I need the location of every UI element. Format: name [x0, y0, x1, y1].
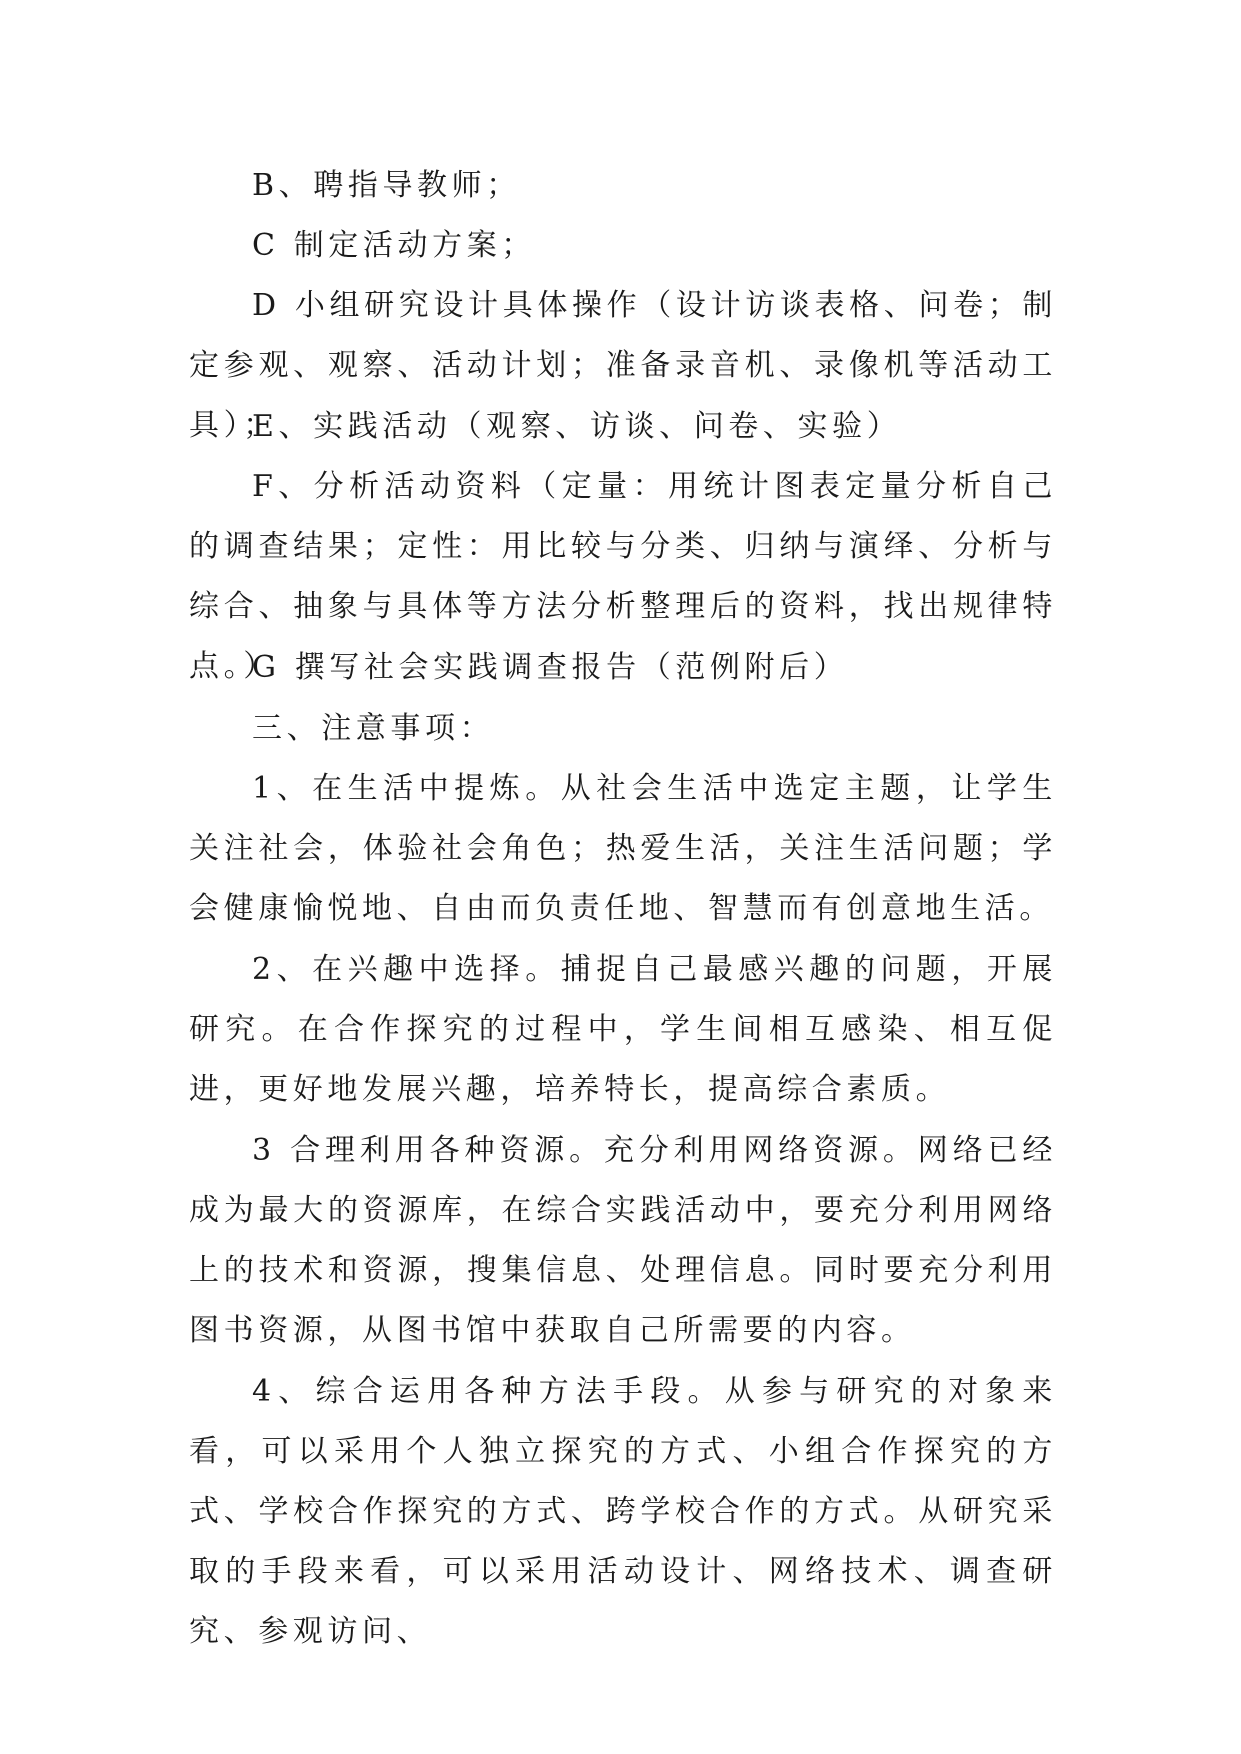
section-heading-notes: 三、注意事项：: [252, 711, 495, 746]
step-f-paragraph: F、分析活动资料（定量：用统计图表定量分析自己的调查结果；定性：用比较与分类、归纳与演绎、分析与综合、抽象与具体等方法分析整理后的资料，找出规律特点。）: [189, 469, 1057, 684]
note-2-paragraph: 2、在兴趣中选择。捕捉自己最感兴趣的问题，开展研究。在合作探究的过程中，学生间相互感染、相互促进，更好地发展兴趣，培养特长，提高综合素质。: [189, 952, 1057, 1107]
step-g-paragraph: G 撰写社会实践调查报告（范例附后）: [252, 650, 849, 685]
note-1-paragraph: 1、在生活中提炼。从社会生活中选定主题，让学生关注社会，体验社会角色；热爱生活，关注生活问题；学会健康愉悦地、自由而负责任地、智慧而有创意地生活。: [189, 771, 1057, 926]
step-c-paragraph: C 制定活动方案；: [252, 228, 536, 263]
step-d-paragraph: D 小组研究设计具体操作（设计访谈表格、问卷；制定参观、观察、活动计划；准备录音机、录像机等活动工具）；: [189, 288, 1057, 443]
step-b-paragraph: B、聘指导教师；: [252, 168, 521, 203]
step-e-paragraph: E、实践活动（观察、访谈、问卷、实验）: [252, 409, 902, 444]
note-4-paragraph: 4、综合运用各种方法手段。从参与研究的对象来看，可以采用个人独立探究的方式、小组合作探究的方式、学校合作探究的方式、跨学校合作的方式。从研究采取的手段来看，可以采用活动设计、网络技术、调查研究、参观访问、: [189, 1374, 1057, 1649]
note-3-paragraph: 3 合理利用各种资源。充分利用网络资源。网络已经成为最大的资源库，在综合实践活动中，要充分利用网络上的技术和资源，搜集信息、处理信息。同时要充分利用图书资源，从图书馆中获取自己所需要的内容。: [189, 1133, 1057, 1348]
